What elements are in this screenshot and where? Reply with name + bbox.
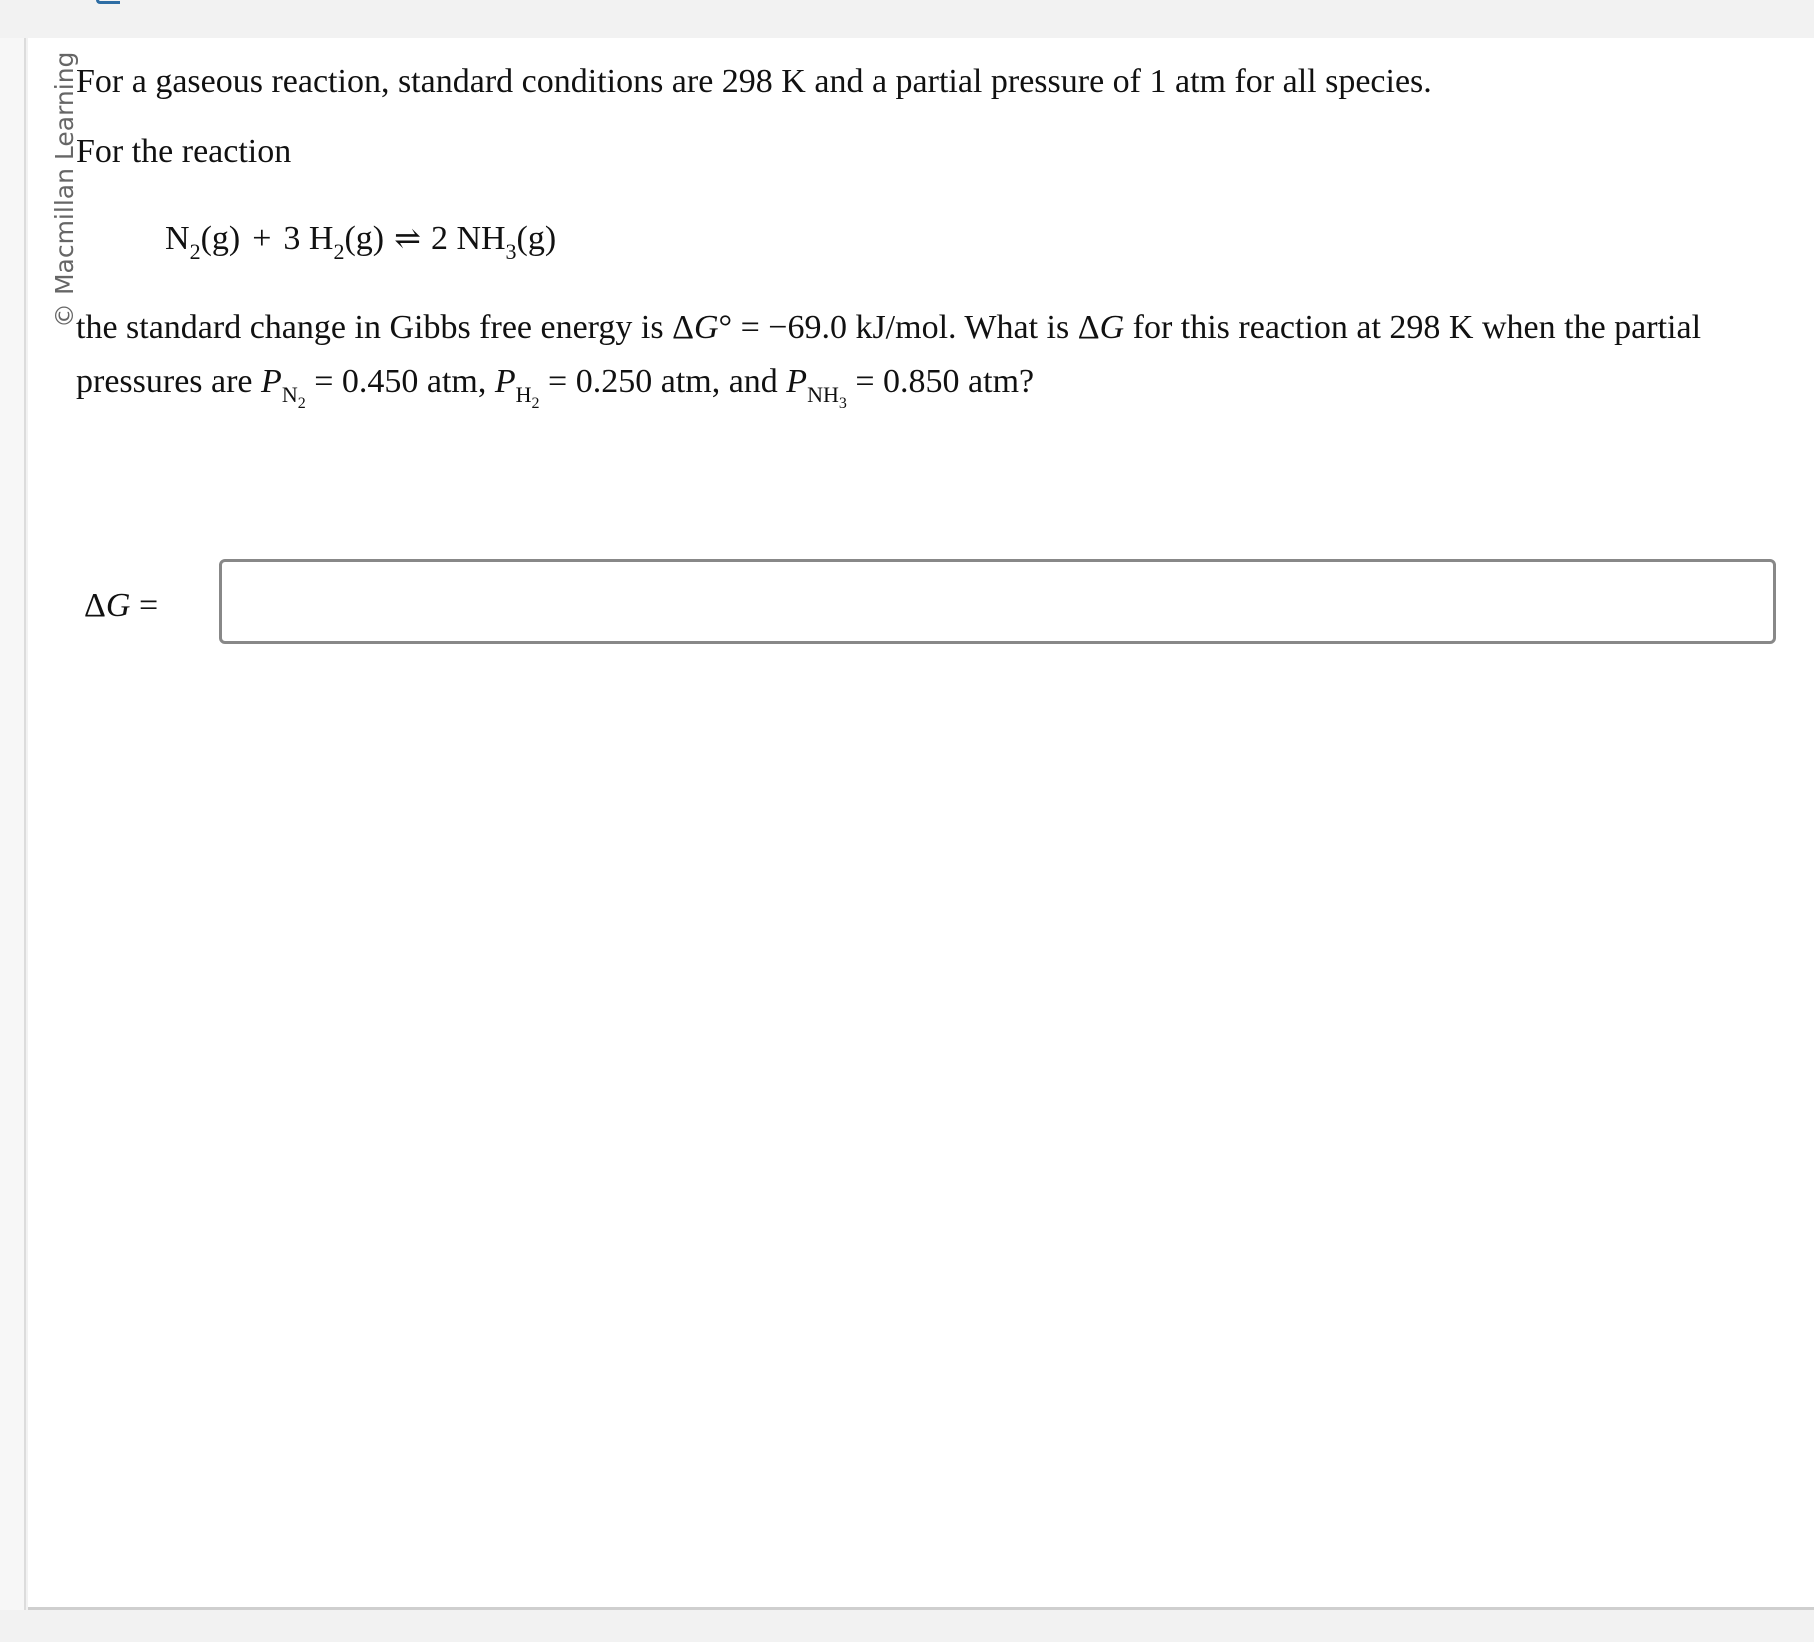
p-h2-sub-text: H — [515, 382, 532, 407]
p-n2-value: = 0.450 atm, — [305, 363, 495, 400]
problem-intro: For a gaseous reaction, standard conditions are 298 K and a partial pressure of 1 atm for all species. — [76, 63, 1432, 100]
nh3-symbol: NH — [456, 220, 506, 257]
reaction-equation — [165, 218, 556, 262]
p-h2-value: = 0.250 atm, and — [539, 363, 787, 400]
answer-label — [84, 586, 158, 626]
p-h2-symbol: P — [494, 363, 516, 400]
p-n2-sub-text: N — [281, 382, 298, 407]
n2-state: (g) — [200, 220, 241, 257]
p-n2-subsub: 2 — [297, 395, 306, 412]
gibbs-text-a: the standard change in Gibbs free energy is Δ — [76, 309, 694, 346]
gibbs-statement — [76, 308, 1701, 348]
p-n2-symbol: P — [261, 363, 282, 400]
p-nh3-subsub: 3 — [838, 395, 847, 412]
nh3-subscript: 3 — [505, 239, 517, 264]
nh3-coefficient: 2 — [430, 220, 448, 257]
p-nh3-sub-text: NH — [807, 382, 839, 407]
p-h2-subsub: 2 — [531, 395, 540, 412]
gibbs-text-c: for this reaction at 298 K when the partial — [1124, 309, 1702, 346]
question-panel — [28, 38, 1814, 1610]
gibbs-text-b: ° = −69.0 kJ/mol. What is Δ — [718, 309, 1100, 346]
top-accent — [96, 0, 120, 4]
problem-lead: For the reaction — [76, 133, 292, 170]
answer-equals: = — [130, 587, 159, 624]
equilibrium-arrow-icon: ⇌ — [394, 220, 421, 256]
p-nh3-symbol: P — [786, 363, 808, 400]
h2-state: (g) — [344, 220, 385, 257]
h2-coefficient: 3 — [283, 220, 301, 257]
n2-subscript: 2 — [189, 239, 201, 264]
top-strip — [0, 0, 1814, 38]
gibbs-g2: G — [1099, 309, 1125, 346]
n2-symbol: N — [165, 220, 190, 257]
p-h2-subscript — [515, 382, 540, 412]
plus-sign: + — [252, 220, 272, 257]
nh3-state: (g) — [516, 220, 557, 257]
p-n2-subscript — [281, 382, 306, 412]
pressure-intro: pressures are — [76, 363, 262, 400]
answer-g: G — [105, 587, 131, 624]
copyright-notice: © Macmillan Learning — [50, 51, 79, 328]
bottom-strip — [0, 1610, 1814, 1642]
gibbs-g: G — [693, 309, 719, 346]
p-nh3-value: = 0.850 atm? — [846, 363, 1035, 400]
left-margin — [0, 38, 26, 1610]
p-nh3-subscript — [807, 382, 847, 412]
pressure-statement — [76, 362, 1035, 412]
h2-subscript: 2 — [333, 239, 345, 264]
h2-symbol: H — [308, 220, 334, 257]
answer-delta: Δ — [84, 587, 106, 624]
delta-g-answer-input[interactable] — [219, 559, 1776, 644]
